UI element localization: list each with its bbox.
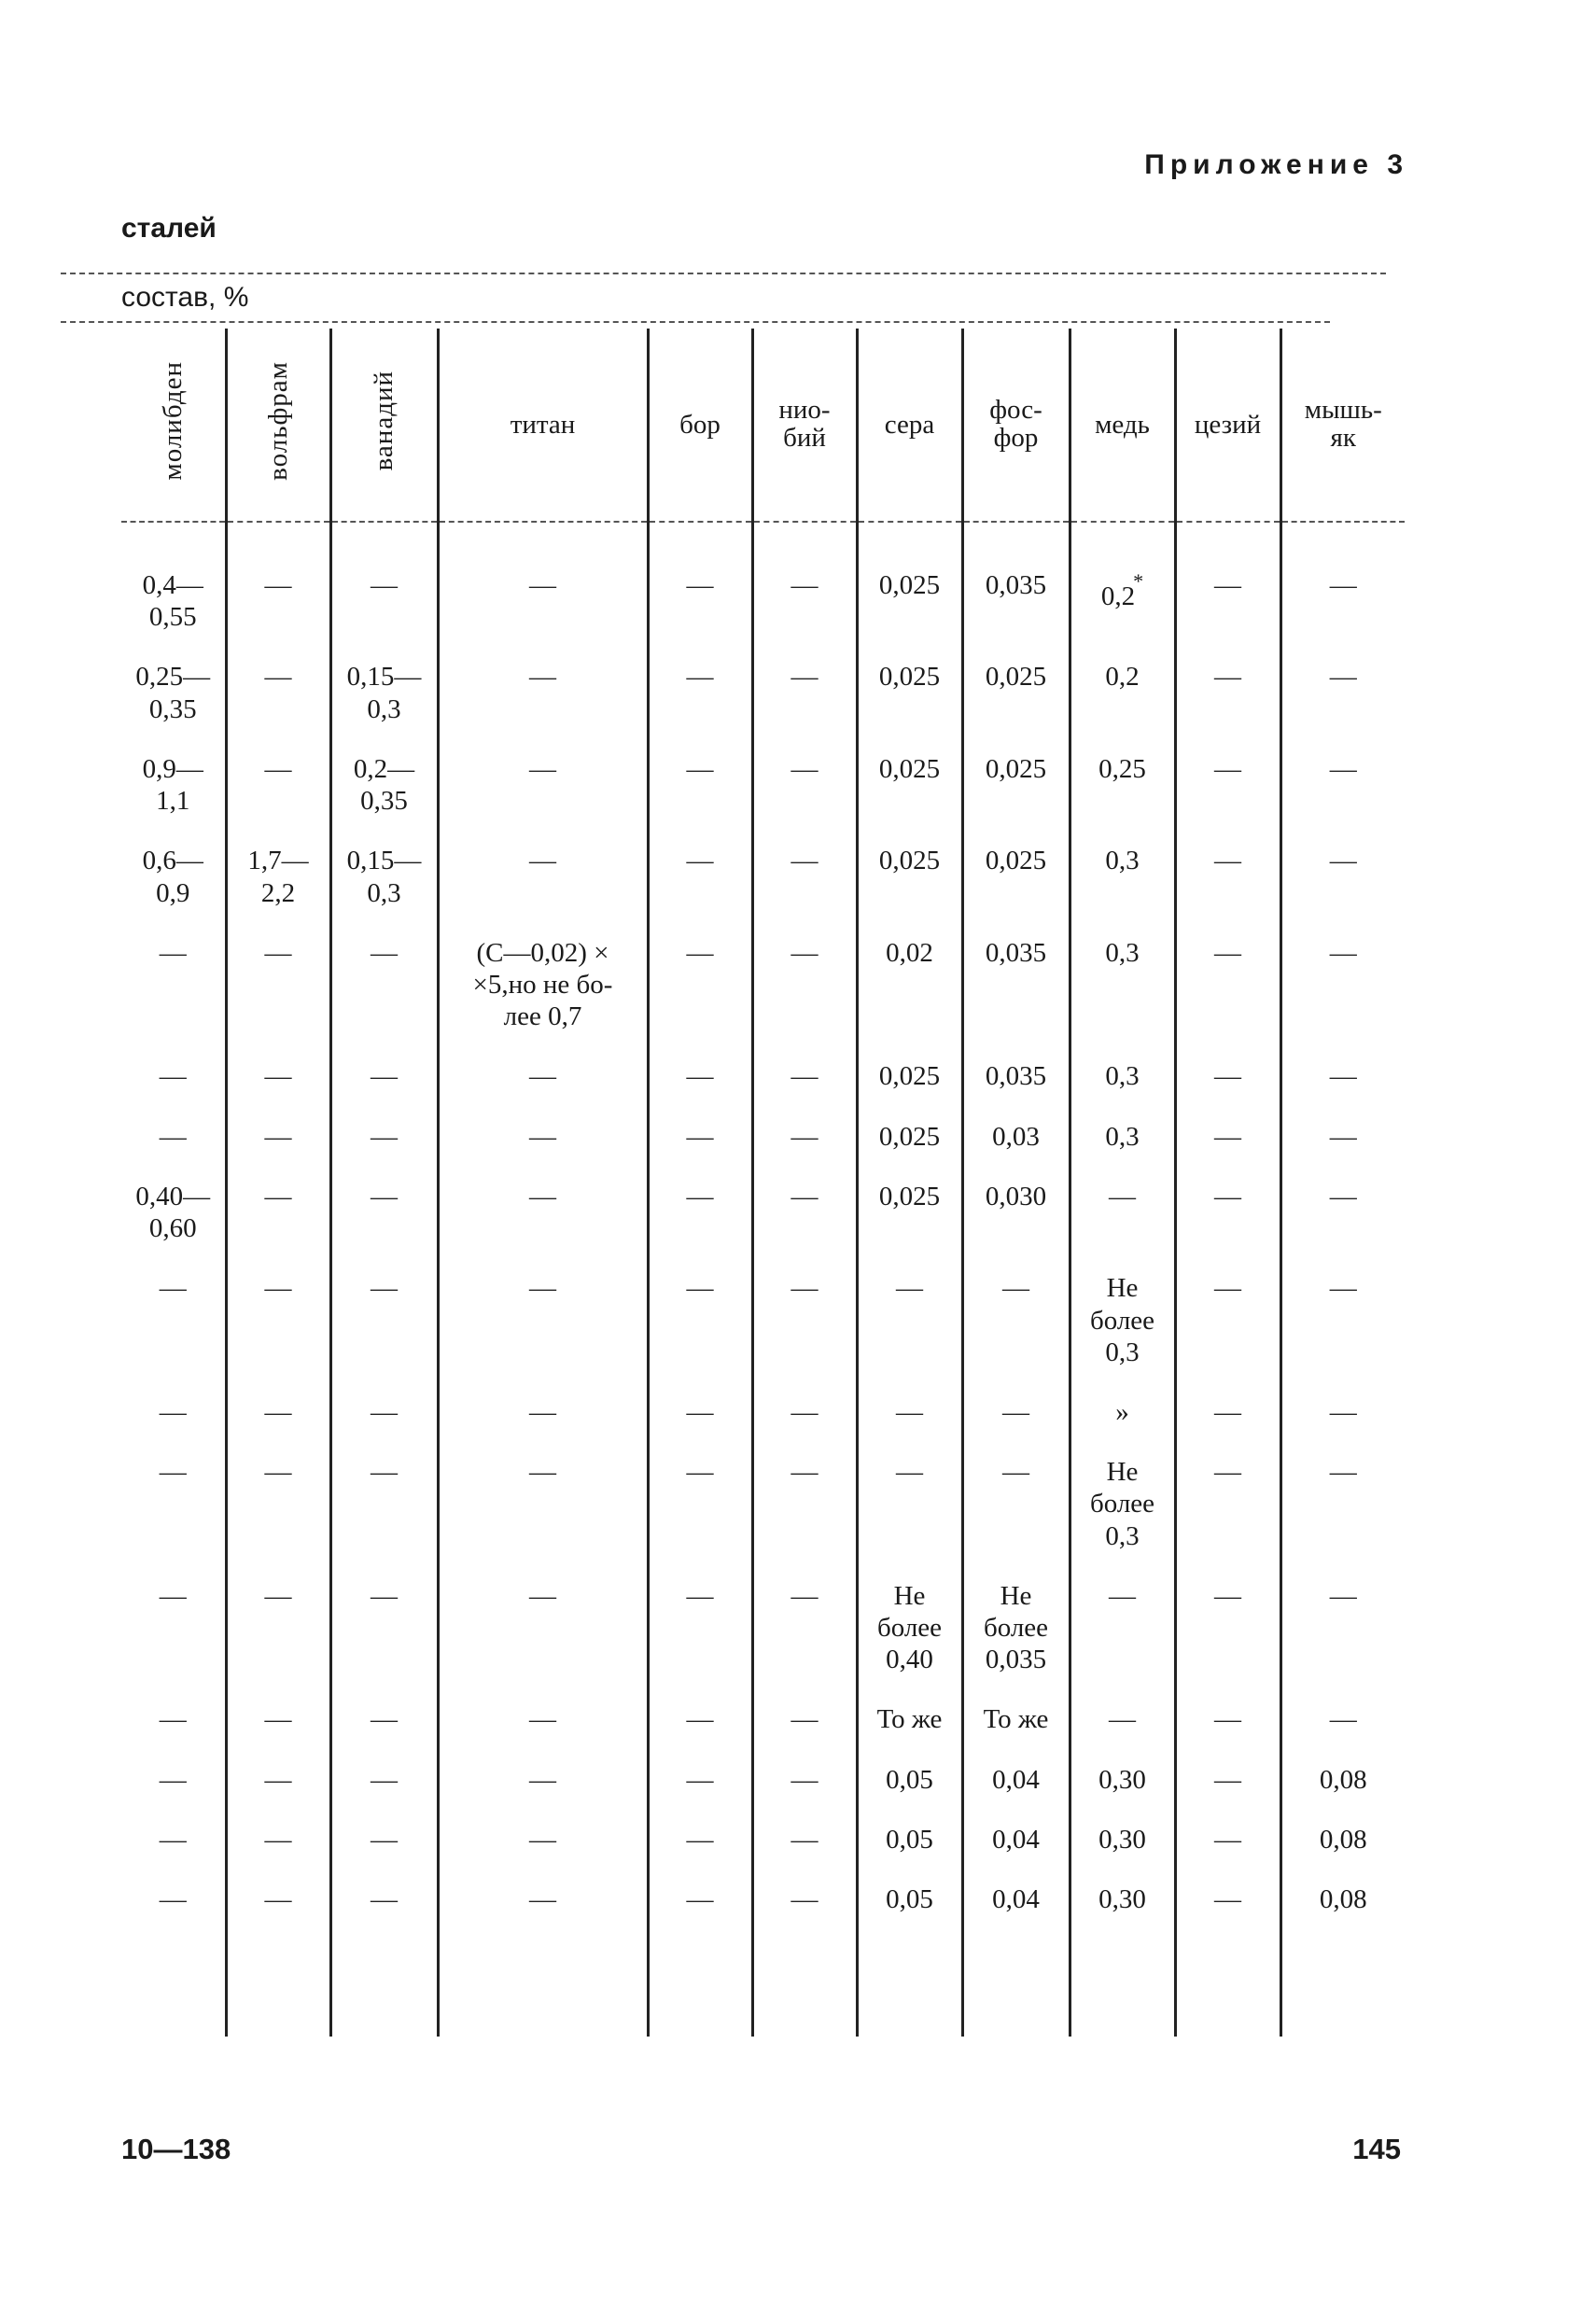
table-cell-sulfur: — (857, 1428, 962, 1552)
table-cell-vanadium: — (330, 1736, 438, 1796)
table-row (121, 633, 1405, 724)
table-cell-niobium: — (752, 817, 857, 908)
table-cell-molybdenum: 0,40— 0,60 (135, 1181, 211, 1244)
table-tail-cell (330, 1915, 438, 2037)
table-cell-sulfur: 0,05 (857, 1796, 962, 1855)
table-cell-tungsten: 1,7— 2,2 (226, 817, 330, 908)
table-cell-copper: 0,2 (1070, 633, 1175, 724)
table-tail-cell (226, 1915, 330, 2037)
signature-code: 10—138 (121, 2133, 231, 2165)
table-cell-boron: — (648, 725, 752, 817)
table-cell-copper: » (1070, 1368, 1175, 1428)
table-cell-tungsten: — (226, 1032, 330, 1092)
table-cell-vanadium: — (330, 1368, 438, 1428)
table-cell-phosphorus: — (962, 1428, 1070, 1552)
table-cell-cesium: — (1175, 1675, 1280, 1735)
table-cell-molybdenum: — (159, 1457, 187, 1488)
table-cell-boron: — (648, 1796, 752, 1855)
table-tail-cell (752, 1915, 857, 2037)
table-cell-cesium: — (1175, 633, 1280, 724)
table-cell-copper: 0,30 (1070, 1796, 1175, 1855)
table-cell-niobium: — (752, 1032, 857, 1092)
table-cell-arsenic: — (1280, 1428, 1405, 1552)
table-cell-boron: — (648, 1032, 752, 1092)
table-cell-copper: 0,25 (1070, 725, 1175, 817)
table-cell-molybdenum: — (159, 1273, 187, 1304)
table-cell-phosphorus: 0,035 (962, 1032, 1070, 1092)
table-cell-niobium: — (752, 1368, 857, 1428)
table-cell-arsenic: — (1280, 725, 1405, 817)
table-cell-cesium: — (1175, 909, 1280, 1033)
table-title: сталей (121, 213, 217, 244)
table-tail-cell (648, 1915, 752, 2037)
table-cell-arsenic: — (1280, 633, 1405, 724)
table-cell-vanadium: — (330, 1796, 438, 1855)
table-cell-niobium: — (752, 633, 857, 724)
table-cell-niobium: — (752, 725, 857, 817)
table-cell-titanium: — (438, 1093, 648, 1153)
table-cell-copper: 0,30 (1070, 1855, 1175, 1915)
table-cell-niobium: — (752, 522, 857, 633)
table-cell-boron: — (648, 1675, 752, 1735)
table-cell-boron: — (648, 1428, 752, 1552)
table-cell-copper: — (1070, 1552, 1175, 1676)
table-cell-phosphorus: 0,035 (962, 909, 1070, 1033)
table-cell-titanium: — (438, 1368, 648, 1428)
table-cell-phosphorus: 0,025 (962, 725, 1070, 817)
table-cell-copper: — (1070, 1675, 1175, 1735)
table-row (121, 1153, 1405, 1244)
table-tail-cell (1175, 1915, 1280, 2037)
column-header-label: цезий (1194, 409, 1262, 440)
column-header-niobium (752, 329, 857, 522)
table-cell-molybdenum: — (159, 1764, 187, 1795)
table-cell-tungsten: — (226, 1736, 330, 1796)
mid-rule (61, 321, 1330, 323)
table-cell-cesium: — (1175, 1032, 1280, 1092)
table-cell-vanadium: — (330, 1153, 438, 1244)
column-header-label: медь (1095, 409, 1150, 440)
column-header-label: бор (679, 409, 721, 440)
table-cell-niobium: — (752, 1796, 857, 1855)
table-cell-copper: 0,3 (1070, 1032, 1175, 1092)
page-number: 145 (1352, 2133, 1401, 2165)
table-cell-niobium: — (752, 1244, 857, 1368)
table-row (121, 817, 1405, 908)
column-header-copper (1070, 329, 1175, 522)
table-cell-tungsten: — (226, 1244, 330, 1368)
table-cell-niobium: — (752, 1153, 857, 1244)
table-cell-phosphorus: 0,04 (962, 1796, 1070, 1855)
table-tail-cell (121, 1915, 226, 2037)
table-cell-boron: — (648, 1153, 752, 1244)
table-row (121, 1032, 1405, 1092)
table-cell-vanadium: — (330, 1244, 438, 1368)
table-cell-tungsten: — (226, 1552, 330, 1676)
table-cell-tungsten: — (226, 1093, 330, 1153)
table-cell-niobium: — (752, 909, 857, 1033)
table-cell-vanadium: — (330, 1855, 438, 1915)
table-cell-sulfur: 0,025 (857, 522, 962, 633)
table-tail-cell (1070, 1915, 1175, 2037)
table-cell-titanium: — (438, 1244, 648, 1368)
table-cell-molybdenum: — (159, 1704, 187, 1735)
table-cell-arsenic: — (1280, 1093, 1405, 1153)
table-cell-arsenic: — (1280, 1244, 1405, 1368)
table-cell-cesium: — (1175, 1552, 1280, 1676)
table-cell-titanium: — (438, 1153, 648, 1244)
table-cell-boron: — (648, 522, 752, 633)
table-header-row (121, 329, 1405, 522)
table-cell-arsenic: — (1280, 909, 1405, 1033)
column-header-cesium (1175, 329, 1280, 522)
table-cell-sulfur: 0,025 (857, 1093, 962, 1153)
table-cell-vanadium: — (330, 909, 438, 1033)
column-header-phosphorus (962, 329, 1070, 522)
table-cell-molybdenum: 0,6— 0,9 (142, 846, 203, 908)
table-cell-molybdenum: 0,4— 0,55 (142, 570, 203, 633)
table-cell-titanium: — (438, 1855, 648, 1915)
table-cell-copper: 0,30 (1070, 1736, 1175, 1796)
column-header-label: фос- фор (989, 394, 1042, 454)
table-cell-molybdenum: — (159, 1121, 187, 1152)
table-cell-arsenic: 0,08 (1280, 1796, 1405, 1855)
column-header-label: молибден (158, 361, 189, 481)
table-cell-phosphorus: Не более 0,035 (962, 1552, 1070, 1676)
table-cell-titanium: — (438, 1796, 648, 1855)
table-cell-cesium: — (1175, 1153, 1280, 1244)
table-cell-phosphorus: 0,035 (962, 522, 1070, 633)
table-cell-molybdenum: 0,9— 1,1 (142, 753, 203, 817)
table-cell-cesium: — (1175, 725, 1280, 817)
table-cell-cesium: — (1175, 522, 1280, 633)
table-cell-tungsten: — (226, 725, 330, 817)
table-cell-titanium: — (438, 1552, 648, 1676)
table-cell-boron: — (648, 1093, 752, 1153)
table-cell-phosphorus: 0,030 (962, 1153, 1070, 1244)
table-cell-boron: — (648, 633, 752, 724)
table-cell-copper: 0,2* (1070, 522, 1175, 633)
table-cell-vanadium: — (330, 1428, 438, 1552)
table-cell-arsenic: — (1280, 1032, 1405, 1092)
table-cell-phosphorus: 0,025 (962, 633, 1070, 724)
table-tail-row (121, 1915, 1405, 2037)
table-cell-titanium: — (438, 817, 648, 908)
table-cell-boron: — (648, 817, 752, 908)
table-cell-vanadium: — (330, 1675, 438, 1735)
table-cell-tungsten: — (226, 1796, 330, 1855)
table-cell-boron: — (648, 1244, 752, 1368)
column-header-arsenic (1280, 329, 1405, 522)
column-header-sulfur (857, 329, 962, 522)
table-cell-titanium: (С—0,02) × ×5,но не бо- лее 0,7 (438, 909, 648, 1033)
column-header-tungsten (226, 329, 330, 522)
table-cell-vanadium: — (330, 1093, 438, 1153)
table-row (121, 725, 1405, 817)
table-row (121, 1796, 1405, 1855)
column-header-label: сера (884, 409, 935, 440)
table-cell-sulfur: — (857, 1368, 962, 1428)
table-cell-phosphorus: — (962, 1368, 1070, 1428)
table-cell-molybdenum: 0,25— 0,35 (135, 662, 211, 724)
table-cell-tungsten: — (226, 522, 330, 633)
table-cell-boron: — (648, 1855, 752, 1915)
column-header-vanadium (330, 329, 438, 522)
column-header-label: вольфрам (262, 360, 293, 481)
table-cell-cesium: — (1175, 1855, 1280, 1915)
table-cell-arsenic: 0,08 (1280, 1736, 1405, 1796)
table-cell-sulfur: Не более 0,40 (857, 1552, 962, 1676)
table-cell-copper: — (1070, 1153, 1175, 1244)
table-row (121, 1244, 1405, 1368)
table-cell-arsenic: — (1280, 1675, 1405, 1735)
table-cell-phosphorus: То же (962, 1675, 1070, 1735)
table-cell-vanadium: — (330, 1552, 438, 1676)
table-tail-cell (1280, 1915, 1405, 2037)
top-rule (61, 273, 1386, 274)
table-cell-copper: Не более 0,3 (1070, 1244, 1175, 1368)
table-cell-boron: — (648, 1736, 752, 1796)
column-header-label: нио- бий (778, 394, 831, 454)
table-cell-molybdenum: — (159, 1824, 187, 1855)
table-cell-tungsten: — (226, 1368, 330, 1428)
table-cell-vanadium: 0,15— 0,3 (330, 633, 438, 724)
table-cell-sulfur: 0,025 (857, 1032, 962, 1092)
table-cell-tungsten: — (226, 1153, 330, 1244)
table-cell-molybdenum: — (159, 1580, 187, 1611)
table-cell-boron: — (648, 1368, 752, 1428)
table-tail-cell (857, 1915, 962, 2037)
table-cell-tungsten: — (226, 633, 330, 724)
table-cell-phosphorus: 0,03 (962, 1093, 1070, 1153)
table-cell-titanium: — (438, 725, 648, 817)
table-cell-niobium: — (752, 1552, 857, 1676)
table-cell-cesium: — (1175, 1796, 1280, 1855)
table-cell-sulfur: — (857, 1244, 962, 1368)
table-cell-titanium: — (438, 1032, 648, 1092)
table-row (121, 909, 1405, 1033)
appendix-heading: Приложение 3 (1144, 149, 1408, 180)
table-row (121, 1428, 1405, 1552)
table-cell-cesium: — (1175, 1244, 1280, 1368)
table-cell-niobium: — (752, 1675, 857, 1735)
table-cell-copper: 0,3 (1070, 817, 1175, 908)
table-cell-copper: Не более 0,3 (1070, 1428, 1175, 1552)
table-row (121, 1093, 1405, 1153)
table-cell-sulfur: То же (857, 1675, 962, 1735)
table-row (121, 1552, 1405, 1676)
table-cell-titanium: — (438, 633, 648, 724)
table-cell-cesium: — (1175, 1736, 1280, 1796)
table-cell-sulfur: 0,05 (857, 1855, 962, 1915)
table-row (121, 1855, 1405, 1915)
table-cell-phosphorus: 0,025 (962, 817, 1070, 908)
table-cell-sulfur: 0,025 (857, 633, 962, 724)
table-cell-phosphorus: — (962, 1244, 1070, 1368)
table-cell-vanadium: 0,15— 0,3 (330, 817, 438, 908)
table-cell-sulfur: 0,025 (857, 1153, 962, 1244)
column-header-boron (648, 329, 752, 522)
table-cell-boron: — (648, 909, 752, 1033)
composition-table-wrapper (121, 329, 1405, 2037)
table-cell-niobium: — (752, 1736, 857, 1796)
table-tail-cell (438, 1915, 648, 2037)
table-body (121, 522, 1405, 2037)
table-cell-sulfur: 0,02 (857, 909, 962, 1033)
column-header-label: титан (510, 409, 576, 440)
table-cell-sulfur: 0,025 (857, 817, 962, 908)
table-cell-titanium: — (438, 1428, 648, 1552)
table-cell-arsenic: — (1280, 817, 1405, 908)
table-cell-titanium: — (438, 1675, 648, 1735)
column-header-molybdenum (121, 329, 226, 522)
column-header-label: ванадий (369, 371, 399, 471)
table-cell-copper: 0,3 (1070, 909, 1175, 1033)
table-cell-cesium: — (1175, 1093, 1280, 1153)
table-cell-arsenic: 0,08 (1280, 1855, 1405, 1915)
table-cell-arsenic: — (1280, 522, 1405, 633)
table-cell-molybdenum: — (159, 1061, 187, 1092)
table-row (121, 522, 1405, 633)
table-cell-arsenic: — (1280, 1368, 1405, 1428)
table-cell-cesium: — (1175, 1368, 1280, 1428)
table-cell-vanadium: — (330, 522, 438, 633)
table-row (121, 1368, 1405, 1428)
table-cell-molybdenum: — (159, 937, 187, 968)
table-cell-boron: — (648, 1552, 752, 1676)
table-cell-sulfur: 0,025 (857, 725, 962, 817)
table-cell-tungsten: — (226, 909, 330, 1033)
table-cell-phosphorus: 0,04 (962, 1736, 1070, 1796)
table-cell-molybdenum: — (159, 1396, 187, 1427)
table-cell-vanadium: 0,2— 0,35 (330, 725, 438, 817)
column-header-titanium (438, 329, 648, 522)
table-cell-arsenic: — (1280, 1552, 1405, 1676)
table-cell-molybdenum: — (159, 1884, 187, 1915)
composition-table (121, 329, 1405, 2037)
table-cell-niobium: — (752, 1855, 857, 1915)
table-cell-copper: 0,3 (1070, 1093, 1175, 1153)
table-cell-niobium: — (752, 1093, 857, 1153)
composition-subhead: состав, % (121, 282, 249, 313)
table-cell-sulfur: 0,05 (857, 1736, 962, 1796)
table-cell-cesium: — (1175, 1428, 1280, 1552)
table-cell-niobium: — (752, 1428, 857, 1552)
table-cell-tungsten: — (226, 1855, 330, 1915)
table-row (121, 1736, 1405, 1796)
table-cell-titanium: — (438, 522, 648, 633)
column-header-label: мышь- як (1304, 394, 1382, 454)
table-cell-tungsten: — (226, 1428, 330, 1552)
table-tail-cell (962, 1915, 1070, 2037)
table-cell-vanadium: — (330, 1032, 438, 1092)
table-cell-phosphorus: 0,04 (962, 1855, 1070, 1915)
table-cell-titanium: — (438, 1736, 648, 1796)
table-cell-tungsten: — (226, 1675, 330, 1735)
table-cell-cesium: — (1175, 817, 1280, 908)
table-row (121, 1675, 1405, 1735)
table-cell-arsenic: — (1280, 1153, 1405, 1244)
